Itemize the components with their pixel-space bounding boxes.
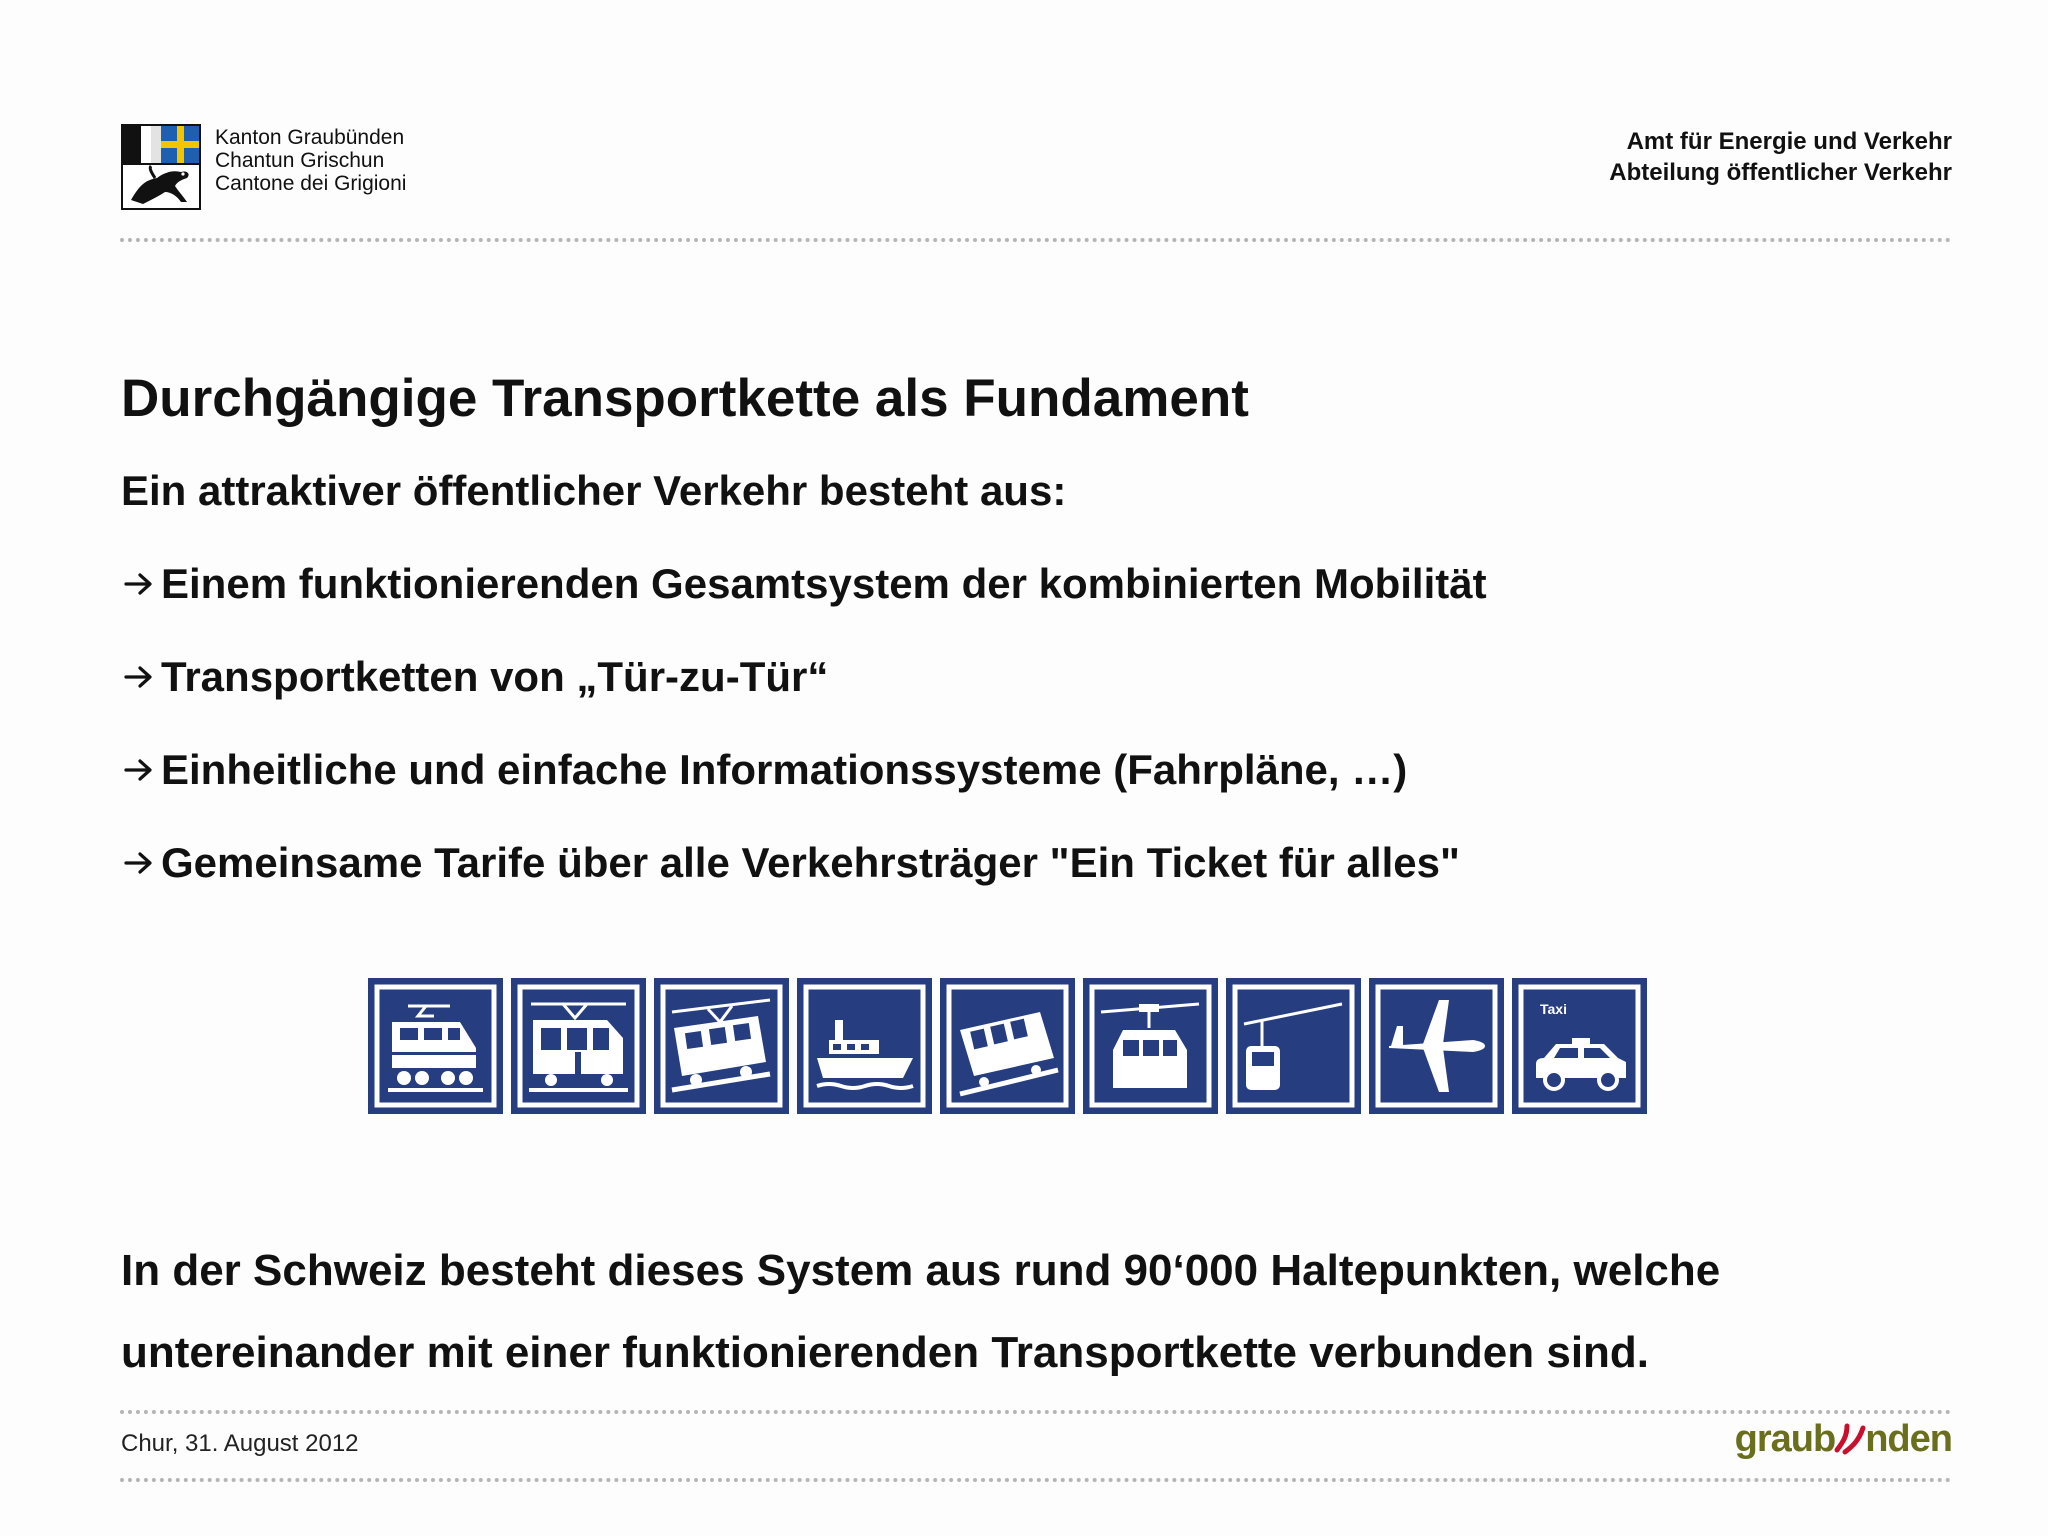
conclusion-text [121, 1230, 1720, 1394]
footer-divider-bottom [120, 1478, 1952, 1482]
bullet-item [121, 653, 828, 701]
bullet-text: Transportketten von „Tür-zu-Tür“ [161, 653, 829, 700]
bullet-text: Gemeinsame Tarife über alle Verkehrsträger "Ein Ticket für alles" [161, 839, 1460, 886]
train-icon [368, 978, 503, 1114]
footer-date: Chur, 31. August 2012 [121, 1430, 359, 1457]
ibex-horn-mark-icon [1833, 1420, 1867, 1460]
conclusion-line-2: untereinander mit einer funktionierenden Transportkette verbunden sind. [121, 1328, 1650, 1377]
canton-name-it: Cantone dei Grigioni [215, 172, 407, 195]
footer-divider-top [120, 1410, 1952, 1414]
taxi-label: Taxi [1540, 1001, 1567, 1017]
conclusion-line-1: In der Schweiz besteht dieses System aus rund 90‘000 Haltepunkten, welche [121, 1246, 1721, 1295]
taxi-icon [1512, 978, 1647, 1114]
ship-icon [797, 978, 932, 1114]
arrow-right-icon [121, 848, 157, 878]
tram-icon [511, 978, 646, 1114]
arrow-right-icon [121, 755, 157, 785]
arrow-right-icon [121, 569, 157, 599]
brand-text-start: graub [1734, 1418, 1836, 1460]
transport-pictogram-strip [368, 978, 1652, 1118]
canton-crest-logo [121, 124, 201, 210]
bullet-item [121, 560, 1487, 608]
bullet-text: Einheitliche und einfache Informationssysteme (Fahrpläne, …) [161, 746, 1408, 793]
graubuenden-brand-logo [1735, 1418, 1952, 1461]
chairlift-icon [1226, 978, 1361, 1114]
bullet-item [121, 746, 1407, 794]
canton-names [215, 126, 406, 195]
office-line-2: Abteilung öffentlicher Verkehr [1609, 159, 1952, 186]
bullet-item [121, 839, 1460, 887]
arrow-right-icon [121, 662, 157, 692]
canton-name-de: Kanton Graubünden [215, 126, 405, 149]
slide-intro: Ein attraktiver öffentlicher Verkehr besteht aus: [121, 467, 1067, 514]
office-line-1: Amt für Energie und Verkehr [1626, 128, 1952, 155]
office-name [1609, 126, 1952, 188]
bullet-text: Einem funktionierenden Gesamtsystem der kombinierten Mobilität [161, 560, 1487, 607]
airplane-icon [1369, 978, 1504, 1114]
canton-name-rm: Chantun Grischun [215, 149, 385, 172]
cable-car-icon [1083, 978, 1218, 1114]
funicular-icon [940, 978, 1075, 1114]
header-divider [120, 238, 1952, 242]
slide-title: Durchgängige Transportkette als Fundament [121, 369, 1249, 428]
rack-railway-icon [654, 978, 789, 1114]
brand-text-end: nden [1865, 1418, 1952, 1460]
